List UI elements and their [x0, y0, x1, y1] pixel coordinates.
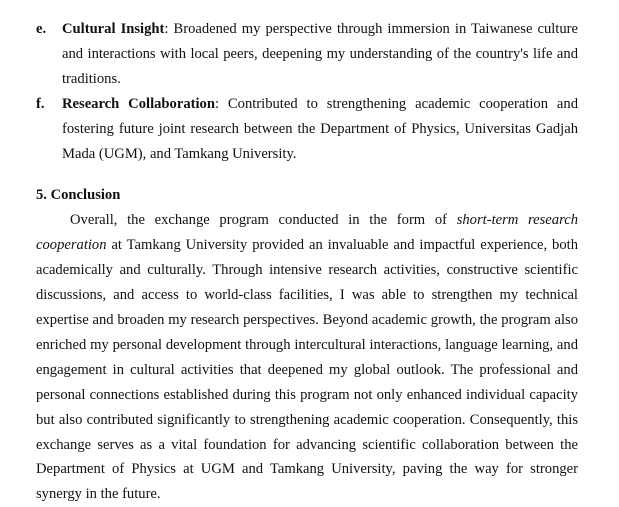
conclusion-lead: Overall, the exchange program conducted in the form of [70, 212, 457, 229]
conclusion-body: at Tamkang University provided an invaluable and impactful experience, both academically and culturally. Through intensive research activities, constructive scientific discussions, and access to world-class facilities, I was able to strengthen my technical expertise and broaden my research perspectives. Beyond academic growth, the program also enriched my personal development through intercultural interactions, language learning, and engagement in cultural activities that deepened my global outlook. The professional and personal connections established during this program not only enhanced individual capacity but also contributed significantly to strengthening academic cooperation. Consequently, this exchange serves as a vital foundation for advancing scientific collaboration between the Department of Physics at UGM and Tamkang University, paving the way for stronger synergy in the future. [36, 237, 578, 503]
list-item-text: : Broadened my perspective through immersion in Taiwanese culture and interactions with local peers, deepening my understanding of the country's life and traditions. [62, 21, 578, 87]
list-item-title: Research Collaboration [62, 95, 215, 112]
conclusion-heading: 5. Conclusion [36, 187, 121, 204]
conclusion-emphasis: short-term research cooperation [36, 212, 578, 254]
list-item-text: : Contributed to strengthening academic cooperation and fostering future joint research between the Department of Physics, Universitas Gadjah Mada (UGM), and Tamkang University. [62, 95, 578, 162]
list-item-cultural-insight [36, 17, 578, 92]
list-item-title: Cultural Insight [62, 21, 165, 37]
document-page [36, 17, 578, 507]
list-item-research-collaboration [36, 92, 578, 167]
list-marker: e. [36, 21, 47, 37]
conclusion-paragraph [36, 208, 578, 507]
list-marker: f. [36, 95, 45, 112]
